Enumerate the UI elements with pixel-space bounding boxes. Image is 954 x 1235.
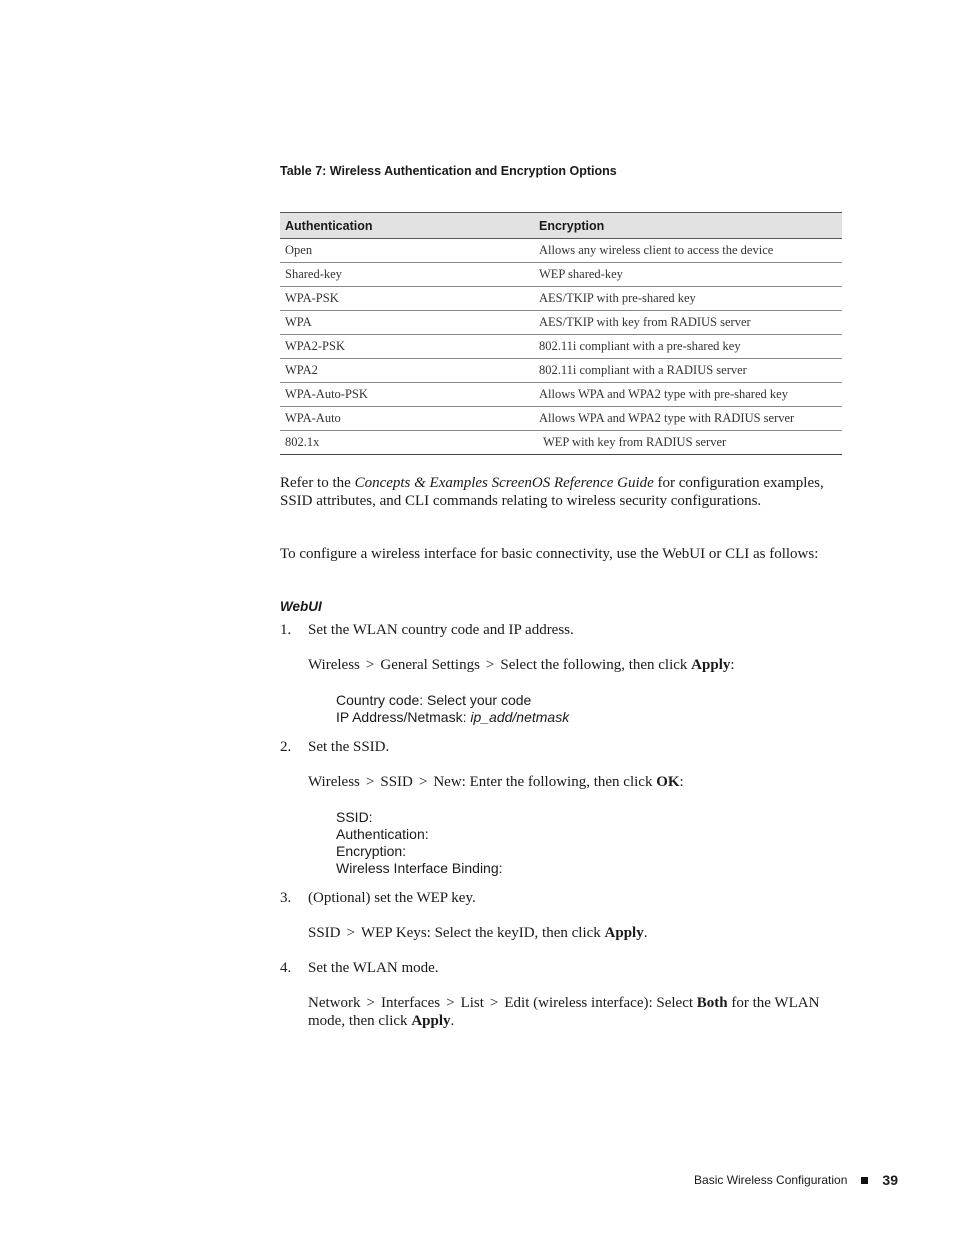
field-authentication: Authentication: bbox=[336, 826, 429, 842]
menu-path-item: General Settings bbox=[380, 657, 480, 673]
step-text: Set the SSID. bbox=[308, 739, 390, 755]
header-encryption: Encryption bbox=[534, 213, 842, 239]
table-row bbox=[280, 311, 842, 335]
menu-path-item: SSID bbox=[308, 925, 341, 941]
step-4-path: Network > Interfaces > List > Edit (wireless interface): Select Both for the WLAN mode, then click Apply. bbox=[308, 995, 820, 1029]
field-encryption: Encryption: bbox=[336, 843, 407, 859]
encryption-cell: Allows WPA and WPA2 type with RADIUS server bbox=[534, 407, 842, 431]
step-number: 2. bbox=[280, 739, 292, 755]
auth-cell: WPA-PSK bbox=[280, 287, 534, 311]
reference-post: for configuration examples, SSID attributes, and CLI commands relating to wireless security configurations. bbox=[280, 475, 824, 509]
configure-paragraph: To configure a wireless interface for basic connectivity, use the WebUI or CLI as follows: bbox=[280, 546, 819, 562]
auth-cell: 802.1x bbox=[280, 431, 534, 455]
encryption-cell: Allows WPA and WPA2 type with pre-shared key bbox=[534, 383, 842, 407]
step-number: 3. bbox=[280, 890, 292, 906]
apply-button-ref: Apply bbox=[604, 925, 644, 941]
auth-cell: Open bbox=[280, 239, 534, 263]
menu-path-item: Wireless bbox=[308, 657, 360, 673]
table-row bbox=[280, 263, 842, 287]
encryption-cell: WEP shared-key bbox=[534, 263, 842, 287]
menu-path-item: Wireless bbox=[308, 774, 360, 790]
encryption-cell: WEP with key from RADIUS server bbox=[534, 431, 842, 455]
both-option-ref: Both bbox=[696, 995, 728, 1011]
menu-path-item: List bbox=[460, 995, 484, 1011]
step-action: WEP Keys: Select the keyID, then click bbox=[360, 925, 605, 941]
step-action: Edit (wireless interface): Select bbox=[504, 995, 697, 1011]
auth-cell: WPA2-PSK bbox=[280, 335, 534, 359]
table-header-row bbox=[280, 213, 842, 239]
step-2-path: Wireless > SSID > New: Enter the following, then click OK: bbox=[308, 774, 684, 790]
auth-cell: WPA-Auto bbox=[280, 407, 534, 431]
menu-path-item: Network bbox=[308, 995, 361, 1011]
encryption-cell: 802.11i compliant with a RADIUS server bbox=[534, 359, 842, 383]
table-row bbox=[280, 239, 842, 263]
step-1-fields bbox=[336, 692, 569, 726]
encryption-cell: 802.11i compliant with a pre-shared key bbox=[534, 335, 842, 359]
menu-path-item: Interfaces bbox=[380, 995, 441, 1011]
square-bullet-icon bbox=[861, 1177, 868, 1184]
menu-path-item: SSID bbox=[380, 774, 413, 790]
step-1-path: Wireless > General Settings > Select the following, then click Apply: bbox=[308, 657, 735, 673]
footer-section-title: Basic Wireless Configuration bbox=[694, 1173, 848, 1187]
step-text: Set the WLAN mode. bbox=[308, 960, 439, 976]
table-row bbox=[280, 287, 842, 311]
header-authentication: Authentication bbox=[280, 213, 534, 239]
apply-button-ref: Apply bbox=[411, 1013, 451, 1029]
step-3-path: SSID > WEP Keys: Select the keyID, then click Apply. bbox=[308, 925, 648, 941]
table-row bbox=[280, 335, 842, 359]
page-footer bbox=[694, 1172, 898, 1188]
table-row bbox=[280, 407, 842, 431]
field-wireless-binding: Wireless Interface Binding: bbox=[336, 860, 503, 876]
auth-encryption-table bbox=[280, 212, 842, 455]
webui-heading: WebUI bbox=[280, 599, 322, 614]
ok-button-ref: OK bbox=[656, 774, 680, 790]
table-row bbox=[280, 431, 842, 455]
encryption-cell: Allows any wireless client to access the device bbox=[534, 239, 842, 263]
auth-cell: WPA2 bbox=[280, 359, 534, 383]
step-text: Set the WLAN country code and IP address. bbox=[308, 622, 574, 638]
step-number: 4. bbox=[280, 960, 292, 976]
step-action: Select the following, then click bbox=[500, 657, 692, 673]
encryption-cell: AES/TKIP with key from RADIUS server bbox=[534, 311, 842, 335]
reference-pre: Refer to the bbox=[280, 475, 355, 491]
step-action: New: Enter the following, then click bbox=[433, 774, 657, 790]
apply-button-ref: Apply bbox=[691, 657, 731, 673]
auth-cell: Shared-key bbox=[280, 263, 534, 287]
reference-paragraph bbox=[280, 474, 840, 510]
step-2-fields bbox=[336, 809, 503, 877]
step-text: (Optional) set the WEP key. bbox=[308, 890, 476, 906]
encryption-cell: AES/TKIP with pre-shared key bbox=[534, 287, 842, 311]
step-number: 1. bbox=[280, 622, 292, 638]
field-ssid: SSID: bbox=[336, 809, 373, 825]
step-action-2: for the WLAN mode, then click bbox=[308, 995, 820, 1029]
auth-cell: WPA-Auto-PSK bbox=[280, 383, 534, 407]
page-number: 39 bbox=[882, 1172, 898, 1188]
table-caption: Table 7: Wireless Authentication and Encryption Options bbox=[280, 164, 617, 178]
table-row bbox=[280, 383, 842, 407]
auth-cell: WPA bbox=[280, 311, 534, 335]
reference-guide-title: Concepts & Examples ScreenOS Reference Guide bbox=[354, 475, 654, 491]
field-country-code: Country code: Select your code bbox=[336, 692, 532, 708]
field-ip-netmask: IP Address/Netmask: ip_add/netmask bbox=[336, 709, 570, 725]
table-row bbox=[280, 359, 842, 383]
ip-netmask-value: ip_add/netmask bbox=[470, 709, 570, 725]
